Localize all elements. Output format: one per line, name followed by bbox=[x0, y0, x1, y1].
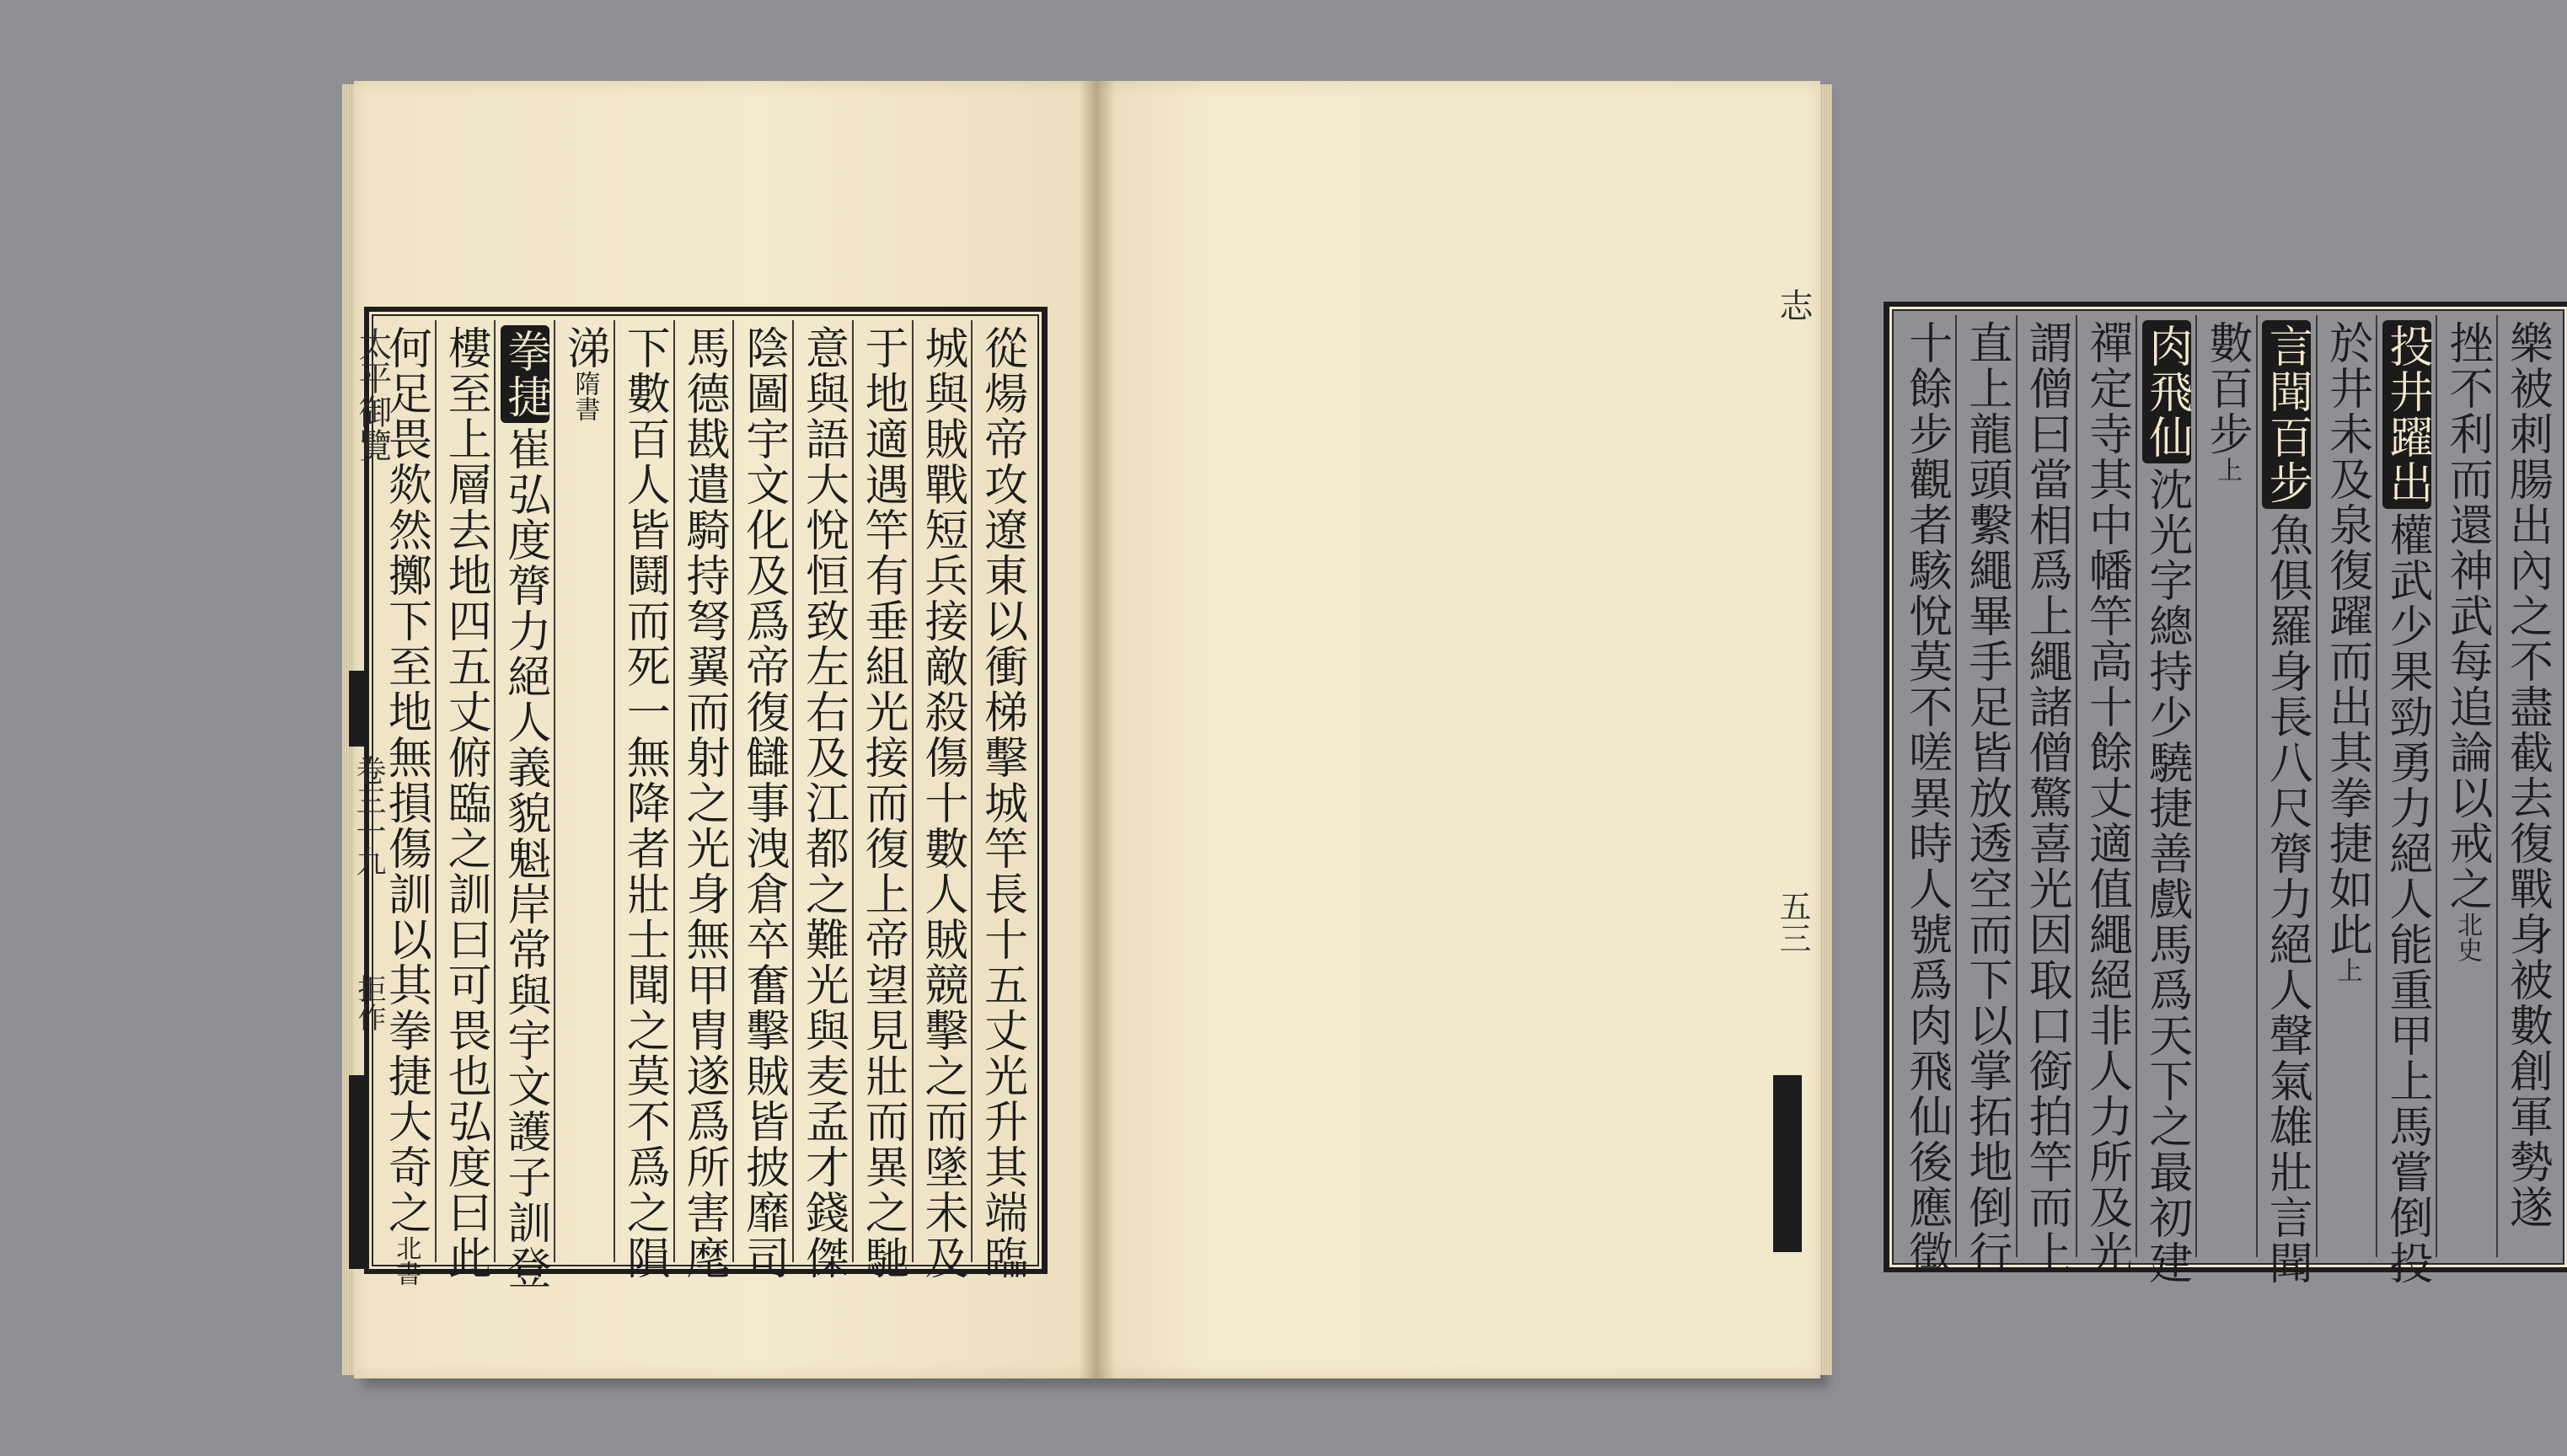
section-heading-tag: 投井躍出 bbox=[2382, 320, 2431, 509]
text-column bbox=[1960, 320, 2012, 1276]
section-heading-tag: 言聞百步 bbox=[2262, 320, 2311, 509]
column-text: 權武少果勁勇力絕人能重甲上馬嘗倒投 bbox=[2381, 512, 2432, 1286]
column-rule bbox=[732, 320, 734, 1262]
column-text: 陰圖宇文化及爲帝復讎事洩倉卒奮擊賊皆披靡司 bbox=[737, 325, 789, 1281]
text-column bbox=[2141, 320, 2192, 1286]
open-book bbox=[351, 81, 2553, 1378]
source-note: 隋書 bbox=[570, 371, 600, 421]
text-column bbox=[619, 325, 670, 1281]
text-column bbox=[678, 325, 729, 1281]
text-column bbox=[2021, 320, 2072, 1276]
column-text: 魚俱羅身長八尺膂力絕人聲氣雄壯言聞 bbox=[2261, 512, 2312, 1286]
column-text: 樂被刺腸出內之不盡截去復戰身被數創軍勢遂 bbox=[2501, 320, 2553, 1230]
text-column bbox=[2442, 320, 2491, 1254]
column-text: 禪定寺其中幡竿高十餘丈適值繩絕非人力所及光 bbox=[2081, 320, 2132, 1276]
margin-fishtail-mark bbox=[349, 671, 366, 747]
column-rule bbox=[2256, 315, 2258, 1257]
book-gutter bbox=[1079, 81, 1116, 1378]
column-text: 樓至上層去地四五丈俯臨之訓曰可畏也弘度曰此 bbox=[440, 325, 491, 1281]
column-text: 謂僧曰當相爲上繩諸僧驚喜光因取口銜拍竿而上 bbox=[2021, 320, 2072, 1276]
column-rule bbox=[2076, 315, 2077, 1257]
source-note: 北史 bbox=[2452, 912, 2483, 962]
column-text: 十餘步觀者駭悅莫不嗟異時人號爲肉飛仙後應徵 bbox=[1900, 320, 1952, 1276]
column-rule bbox=[971, 320, 973, 1262]
column-text: 涕 bbox=[559, 325, 610, 371]
column-text: 沈光字總持少驍捷善戲馬爲天下之最初建 bbox=[2141, 467, 2192, 1286]
column-text: 馬德戡遣騎持弩翼而射之光身無甲胄遂爲所害麾 bbox=[678, 325, 729, 1281]
margin-black-mouth bbox=[349, 1075, 367, 1269]
text-column bbox=[737, 325, 789, 1281]
column-text: 挫不利而還神武每追論以戒之 bbox=[2441, 320, 2493, 912]
section-heading-tag: 肉飛仙 bbox=[2142, 320, 2191, 463]
text-column bbox=[976, 325, 1027, 1281]
left-margin-title: 太平御覽 bbox=[353, 327, 392, 462]
section-heading-tag: 拳捷 bbox=[501, 325, 549, 423]
column-text: 從煬帝攻遼東以衝梯擊城竿長十五丈光升其端臨 bbox=[976, 325, 1027, 1281]
column-rule bbox=[2376, 315, 2377, 1257]
column-rule bbox=[614, 320, 615, 1262]
column-rule bbox=[554, 320, 555, 1262]
left-page bbox=[351, 81, 1096, 1378]
column-rule bbox=[673, 320, 675, 1262]
column-text: 于地適遇竿有垂組光接而復上帝望見壯而異之馳 bbox=[857, 325, 908, 1281]
column-text: 於井未及泉復躍而出其拳捷如此 bbox=[2321, 320, 2372, 957]
column-text: 數百步 bbox=[2201, 320, 2252, 457]
text-column bbox=[2381, 320, 2432, 1286]
text-column bbox=[2261, 320, 2312, 1286]
column-rule bbox=[2436, 315, 2437, 1257]
column-rule bbox=[852, 320, 854, 1262]
column-rule bbox=[1955, 315, 1957, 1257]
source-note: 上 bbox=[2332, 957, 2362, 982]
text-column bbox=[916, 325, 967, 1281]
text-column bbox=[2502, 320, 2551, 1254]
text-column bbox=[499, 325, 550, 1291]
source-note: 上 bbox=[2212, 457, 2242, 482]
text-column bbox=[2202, 320, 2251, 1254]
column-text: 崔弘度膂力絕人義貌魁岸常與宇文護子訓登 bbox=[499, 426, 550, 1291]
text-column bbox=[797, 325, 849, 1281]
text-column bbox=[560, 325, 609, 1259]
column-text: 下數百人皆鬪而死一無降者壯士聞之莫不爲之隕 bbox=[619, 325, 670, 1281]
right-margin-page-number: 五三 bbox=[1774, 890, 1811, 954]
column-rule bbox=[2136, 315, 2137, 1257]
text-column bbox=[440, 325, 491, 1281]
text-column bbox=[2081, 320, 2132, 1276]
column-text: 意與語大悅恒致左右及江都之難光與麦孟才錢傑 bbox=[797, 325, 849, 1281]
right-page bbox=[1096, 81, 2553, 1378]
column-rule bbox=[912, 320, 914, 1262]
left-text-block bbox=[364, 307, 1048, 1291]
page-edges-right bbox=[1819, 84, 1832, 1375]
column-text: 直上龍頭繫繩畢手足皆放透空而下以掌拓地倒行 bbox=[1960, 320, 2012, 1276]
column-rule bbox=[494, 320, 496, 1262]
column-rule bbox=[2016, 315, 2018, 1257]
column-rule bbox=[792, 320, 794, 1262]
text-column bbox=[857, 325, 908, 1281]
left-margin-juan: 卷三一九 bbox=[351, 755, 386, 876]
right-text-block bbox=[1884, 302, 2567, 1286]
column-rule bbox=[2316, 315, 2318, 1257]
source-note: 北書 bbox=[391, 1235, 421, 1286]
column-rule bbox=[435, 320, 437, 1262]
right-margin-black-mouth bbox=[1773, 1075, 1802, 1252]
text-column bbox=[2323, 320, 2371, 1254]
column-text: 何足畏欻然擲下至地無損傷訓以其拳捷大奇之 bbox=[380, 325, 431, 1235]
column-rule bbox=[2195, 315, 2197, 1257]
text-column bbox=[1900, 320, 1952, 1276]
right-margin-title: 志 bbox=[1774, 288, 1813, 322]
column-text: 城與賊戰短兵接敵殺傷十數人賊競擊之而墜未及 bbox=[916, 325, 967, 1281]
left-margin-bottom: 拒作 bbox=[352, 974, 386, 1031]
column-rule bbox=[2496, 315, 2498, 1257]
